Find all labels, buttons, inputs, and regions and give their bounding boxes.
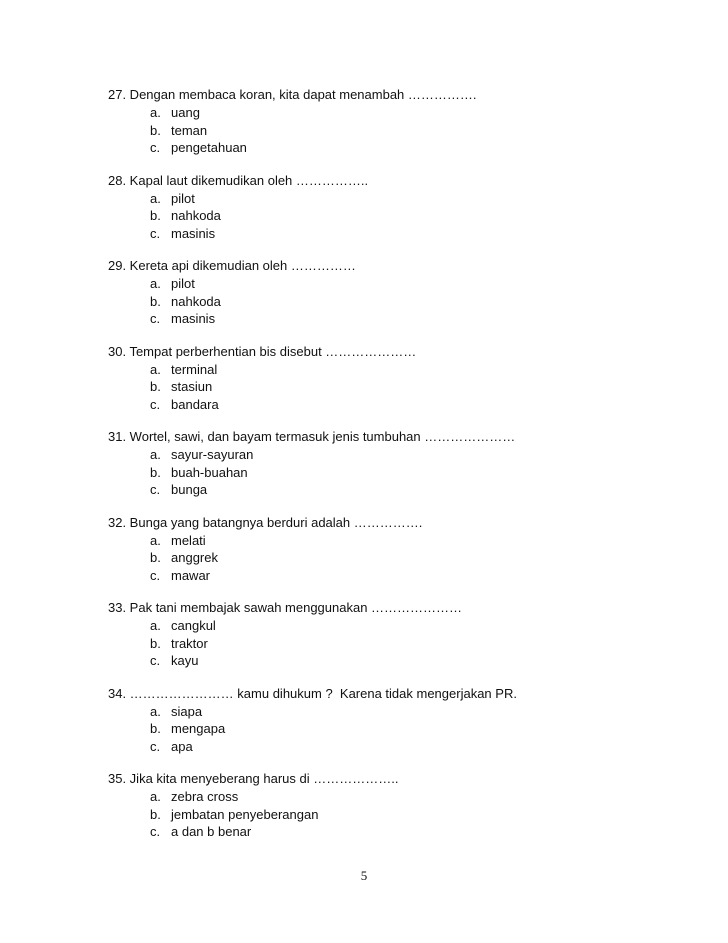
option-text: jembatan penyeberangan (171, 806, 319, 822)
option-item (108, 823, 688, 841)
option-text: masinis (171, 311, 216, 326)
option-item (108, 275, 688, 293)
option-item (108, 481, 688, 499)
option-text: a dan b benar (171, 824, 252, 839)
option-item (108, 720, 688, 738)
question-32 (108, 514, 688, 585)
option-item (108, 738, 688, 756)
question-text: 29. Kereta api dikemudian oleh …………… (108, 258, 356, 273)
option-letter: a. (150, 105, 161, 120)
option-text: sayur-sayuran (171, 447, 254, 462)
option-list (108, 617, 688, 670)
option-text: melati (171, 532, 206, 548)
question-text: 32. Bunga yang batangnya berduri adalah ……………. (108, 514, 423, 530)
option-item (108, 293, 688, 311)
option-item (108, 617, 688, 635)
option-letter: c. (150, 311, 161, 326)
option-text: anggrek (171, 550, 218, 565)
option-letter: a. (150, 703, 161, 719)
page-number: 5 (360, 868, 368, 883)
option-item (108, 703, 688, 721)
option-item (108, 532, 688, 550)
option-list (108, 361, 688, 414)
option-letter: c. (150, 482, 161, 497)
option-letter: c. (150, 396, 161, 412)
option-letter: b. (150, 721, 161, 736)
option-letter: a. (150, 532, 161, 548)
option-text: pilot (171, 190, 195, 206)
option-letter: c. (150, 140, 161, 155)
option-list (108, 788, 688, 841)
option-letter: b. (150, 806, 161, 822)
option-letter: a. (150, 361, 161, 377)
option-text: pengetahuan (171, 140, 247, 155)
option-letter: a. (150, 190, 161, 206)
option-letter: b. (150, 208, 161, 223)
option-list (108, 446, 688, 499)
question-text: 28. Kapal laut dikemudikan oleh …………….. (108, 172, 369, 188)
option-text: kayu (171, 653, 199, 668)
option-letter: b. (150, 122, 161, 138)
question-31 (108, 428, 688, 499)
option-letter: a. (150, 789, 161, 804)
option-text: uang (171, 105, 200, 120)
option-text: mawar (171, 567, 211, 583)
option-list (108, 532, 688, 585)
option-letter: c. (150, 653, 161, 668)
option-text: bandara (171, 396, 219, 412)
option-letter: b. (150, 550, 161, 565)
option-text: masinis (171, 225, 216, 241)
option-text: terminal (171, 361, 218, 377)
option-item (108, 207, 688, 225)
option-letter: b. (150, 379, 161, 394)
question-text: 27. Dengan membaca koran, kita dapat menambah ……………. (108, 87, 477, 102)
option-list (108, 703, 688, 756)
option-item (108, 139, 688, 157)
option-item (108, 788, 688, 806)
option-text: apa (171, 738, 193, 754)
question-text: 35. Jika kita menyeberang harus di ……………….. (108, 771, 399, 786)
option-text: cangkul (171, 618, 216, 633)
option-item (108, 635, 688, 653)
option-item (108, 225, 688, 243)
question-27 (108, 86, 688, 157)
option-item (108, 361, 688, 379)
question-33 (108, 599, 688, 670)
option-letter: b. (150, 635, 161, 651)
option-item (108, 122, 688, 140)
option-item (108, 446, 688, 464)
option-letter: c. (150, 824, 161, 839)
option-letter: c. (150, 567, 161, 583)
option-letter: c. (150, 738, 161, 754)
option-letter: a. (150, 276, 161, 291)
option-letter: a. (150, 447, 161, 462)
option-item (108, 806, 688, 824)
question-28 (108, 172, 688, 243)
option-item (108, 104, 688, 122)
option-item (108, 567, 688, 585)
option-letter: b. (150, 293, 161, 309)
option-text: buah-buahan (171, 464, 248, 480)
option-text: zebra cross (171, 789, 239, 804)
option-item (108, 310, 688, 328)
option-item (108, 549, 688, 567)
option-item (108, 396, 688, 414)
option-text: teman (171, 122, 208, 138)
question-list (108, 86, 688, 856)
option-item (108, 652, 688, 670)
option-item (108, 190, 688, 208)
option-letter: c. (150, 225, 161, 241)
question-35 (108, 770, 688, 841)
option-text: mengapa (171, 721, 226, 736)
question-34 (108, 685, 688, 756)
option-text: nahkoda (171, 208, 221, 223)
option-list (108, 104, 688, 157)
question-text: 30. Tempat perberhentian bis disebut ………………… (108, 343, 417, 359)
option-list (108, 275, 688, 328)
question-text: 34. …………………… kamu dihukum ? Karena tidak mengerjakan PR. (108, 685, 517, 701)
option-text: stasiun (171, 379, 213, 394)
option-text: pilot (171, 276, 195, 291)
option-text: siapa (171, 703, 203, 719)
option-letter: a. (150, 618, 161, 633)
option-text: nahkoda (171, 293, 221, 309)
option-letter: b. (150, 464, 161, 480)
option-text: bunga (171, 482, 208, 497)
option-item (108, 464, 688, 482)
question-text: 33. Pak tani membajak sawah menggunakan ………………… (108, 600, 463, 615)
question-30 (108, 343, 688, 414)
option-list (108, 190, 688, 243)
question-29 (108, 257, 688, 328)
option-item (108, 378, 688, 396)
question-text: 31. Wortel, sawi, dan bayam termasuk jenis tumbuhan ………………… (108, 429, 516, 444)
option-text: traktor (171, 635, 208, 651)
